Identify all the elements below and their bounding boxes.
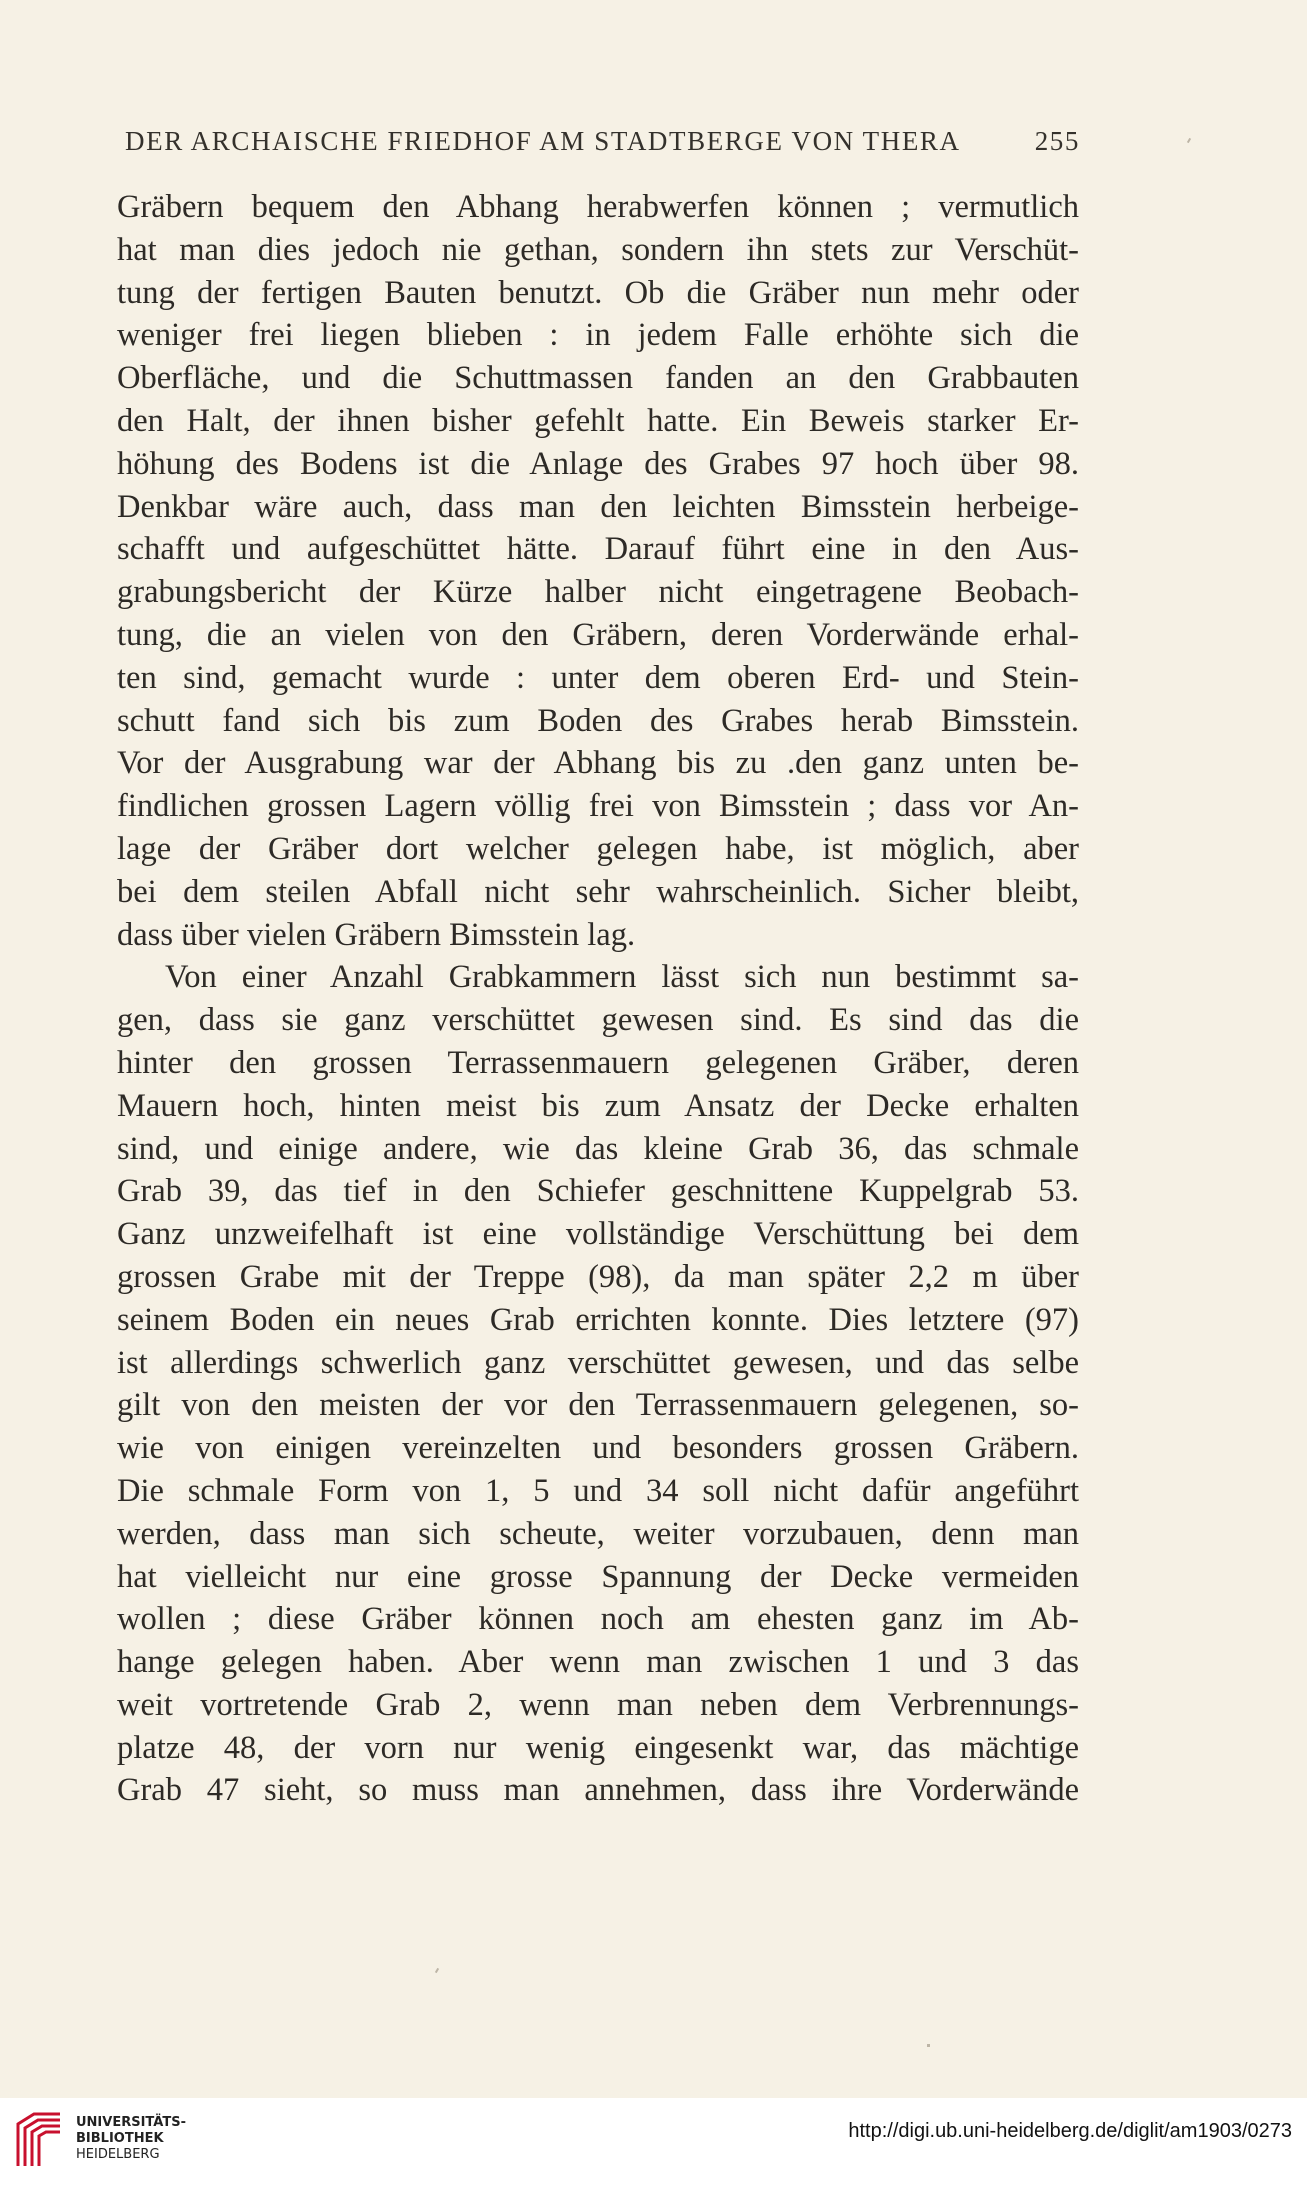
text-line: Von einer Anzahl Grabkammern lässt sich nun bestimmt sa- [165,959,1079,996]
running-head [125,126,1080,157]
library-name [76,2115,186,2163]
text-line: tung der fertigen Bauten benutzt. Ob die Gräber nun mehr oder [117,274,1079,311]
page-number: 255 [1034,126,1080,156]
text-line: hinter den grossen Terrassenmauern gelegenen Gräber, deren [117,1044,1079,1081]
library-name-line: BIBLIOTHEK [76,2131,164,2146]
text-line: lage der Gräber dort welcher gelegen habe, ist möglich, aber [117,830,1079,867]
text-line: grossen Grabe mit der Treppe (98), da man später 2,2 m über [117,1258,1079,1295]
text-line: tung, die an vielen von den Gräbern, deren Vorderwände erhal- [117,616,1079,653]
text-line: Mauern hoch, hinten meist bis zum Ansatz der Decke erhalten [117,1087,1079,1124]
text-line: höhung des Bodens ist die Anlage des Grabes 97 hoch über 98. [117,445,1079,482]
text-line: hat man dies jedoch nie gethan, sondern ihn stets zur Verschüt- [117,231,1079,268]
text-line: den Halt, der ihnen bisher gefehlt hatte. Ein Beweis starker Er- [117,402,1079,439]
text-line: weit vortretende Grab 2, wenn man neben dem Verbrennungs- [117,1686,1079,1723]
text-line: Grab 47 sieht, so muss man annehmen, dass ihre Vorderwände [117,1772,1079,1809]
text-line: Oberfläche, und die Schuttmassen fanden an den Grabbauten [117,360,1079,397]
text-line: grabungsbericht der Kürze halber nicht eingetragene Beobach- [117,574,1079,611]
text-line: Die schmale Form von 1, 5 und 34 soll nicht dafür angeführt [117,1472,1079,1509]
text-line: seinem Boden ein neues Grab errichten konnte. Dies letztere (97) [117,1301,1079,1338]
ub-heidelberg-logo-icon [14,2110,64,2170]
running-head-title: DER ARCHAISCHE FRIEDHOF AM STADTBERGE VON THERA [125,126,961,156]
source-url-link[interactable]: http://digi.ub.uni-heidelberg.de/diglit/am1903/0273 [848,2120,1292,2142]
text-line: Gräbern bequem den Abhang herabwerfen können ; vermutlich [117,189,1079,225]
text-line: schutt fand sich bis zum Boden des Grabes herab Bimsstein. [117,702,1079,739]
text-line: gen, dass sie ganz verschüttet gewesen sind. Es sind das die [117,1002,1079,1039]
text-line: Denkbar wäre auch, dass man den leichten Bimsstein herbeige- [117,488,1079,525]
text-line: platze 48, der vorn nur wenig eingesenkt war, das mächtige [117,1729,1079,1766]
text-line: ten sind, gemacht wurde : unter dem oberen Erd- und Stein- [117,659,1079,696]
text-line: weniger frei liegen blieben : in jedem Falle erhöhte sich die [117,317,1079,354]
text-line: bei dem steilen Abfall nicht sehr wahrscheinlich. Sicher bleibt, [117,873,1079,910]
text-line: findlichen grossen Lagern völlig frei von Bimsstein ; dass vor An- [117,788,1079,825]
paper-speck [1187,138,1191,143]
text-line: dass über vielen Gräbern Bimsstein lag. [117,916,636,953]
text-line: Vor der Ausgrabung war der Abhang bis zu .den ganz unten be- [117,745,1079,782]
text-line: werden, dass man sich scheute, weiter vorzubauen, denn man [117,1515,1079,1552]
library-name-line: UNIVERSITÄTS- [76,2115,186,2130]
text-line: hat vielleicht nur eine grosse Spannung der Decke vermeiden [117,1558,1079,1595]
paper-speck [435,1968,439,1973]
text-line: gilt von den meisten der vor den Terrassenmauern gelegenen, so- [117,1387,1079,1424]
text-line: wollen ; diese Gräber können noch am ehesten ganz im Ab- [117,1601,1079,1638]
text-line: schafft und aufgeschüttet hätte. Darauf führt eine in den Aus- [117,531,1079,568]
text-line: Ganz unzweifelhaft ist eine vollständige Verschüttung bei dem [117,1216,1079,1253]
body-text [117,186,1079,1812]
digitization-footer [0,2098,1307,2204]
text-line: Grab 39, das tief in den Schiefer geschnittene Kuppelgrab 53. [117,1173,1079,1210]
text-line: wie von einigen vereinzelten und besonders grossen Gräbern. [117,1430,1079,1467]
text-line: hange gelegen haben. Aber wenn man zwischen 1 und 3 das [117,1644,1079,1681]
library-name-line: HEIDELBERG [76,2147,160,2162]
text-line: sind, und einige andere, wie das kleine Grab 36, das schmale [117,1130,1079,1167]
text-line: ist allerdings schwerlich ganz verschüttet gewesen, und das selbe [117,1344,1079,1381]
paper-speck [927,2044,930,2047]
